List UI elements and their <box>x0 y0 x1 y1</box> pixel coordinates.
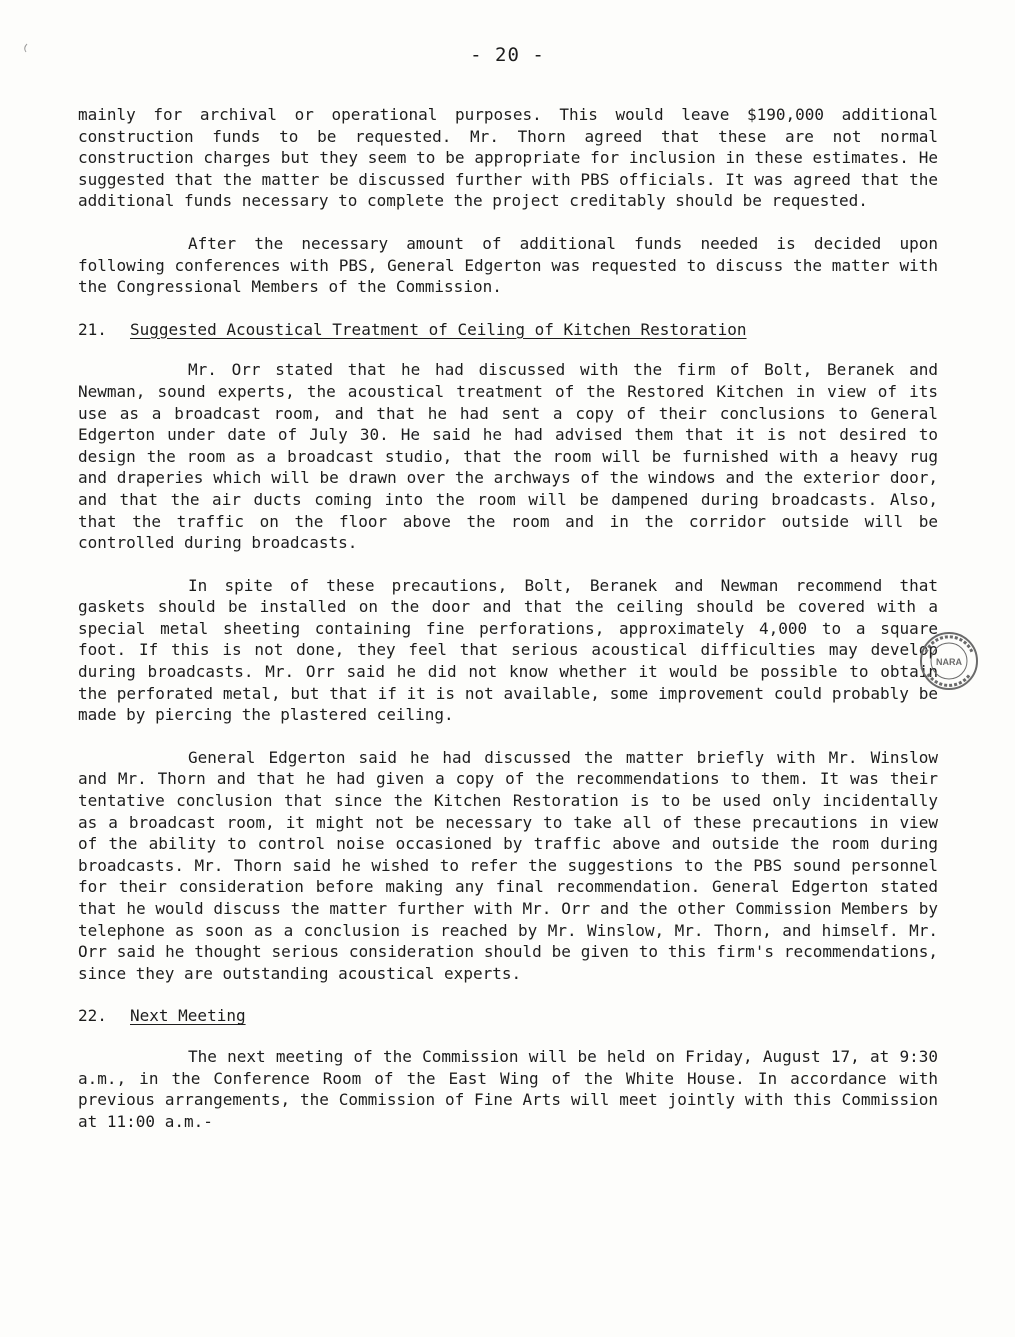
section-21-heading <box>78 319 938 341</box>
section-22-number: 22. <box>78 1006 107 1026</box>
page-number: - 20 - <box>470 44 545 66</box>
funds-followup-paragraph: After the necessary amount of additional funds needed is decided upon following conferences with PBS, General Edgerton was requested to discuss the matter with the Congressional Members of the Commission. <box>78 233 938 297</box>
section-21-paragraph-3: General Edgerton said he had discussed the matter briefly with Mr. Winslow and Mr. Thorn and that he had given a copy of the recommendations to them. It was their tentative conclusion that since the Kitchen Restoration is to be used only incidentally as a broadcast room, it might not be necessary to take all of these precautions in view of the ability to control noise occasioned by traffic above and outside the room during broadcasts. Mr. Thorn said he wished to refer the suggestions to the PBS sound personnel for their consideration before making any final recommendation. General Edgerton stated that he would discuss the matter further with Mr. Orr and the other Commission Members by telephone as soon as a conclusion is reached by Mr. Winslow, Mr. Thorn, and himself. Mr. Orr said he thought serious consideration should be given to this firm's recommendations, since they are outstanding acoustical experts. <box>78 747 938 983</box>
section-22-paragraph-1: The next meeting of the Commission will be held on Friday, August 17, at 9:30 a.m., in the Conference Room of the East Wing of the White House. In accordance with previous arrangements, the Commission of Fine Arts will meet jointly with this Commission at 11:00 a.m.- <box>78 1046 938 1131</box>
library-stamp-icon <box>918 630 980 692</box>
section-21-paragraph-1: Mr. Orr stated that he had discussed with the firm of Bolt, Beranek and Newman, sound experts, the acoustical treatment of the Restored Kitchen in view of its use as a broadcast room, and that he had sent a copy of their conclusions to General Edgerton under date of July 30. He said he had advised them that it is not desired to design the room as a broadcast studio, that the room will be furnished with a heavy rug and draperies which will be drawn over the archways of the windows and the exterior door, and that the air ducts coming into the room will be dampened during broadcasts. Also, that the traffic on the floor above the room and in the corridor outside will be controlled during broadcasts. <box>78 360 938 553</box>
intro-paragraph: mainly for archival or operational purposes. This would leave $190,000 additional construction funds to be requested. Mr. Thorn agreed that these are not normal construction charges but they seem to be appropriate for inclusion in these estimates. He suggested that the matter be discussed further with PBS officials. It was agreed that the additional funds necessary to complete the project creditably should be requested. <box>78 105 938 211</box>
stamp-center-text: NARA <box>936 657 962 667</box>
document-body <box>78 104 938 1153</box>
section-21-paragraph-2: In spite of these precautions, Bolt, Beranek and Newman recommend that gaskets should be installed on the door and that the ceiling should be covered with a special metal sheeting containing fine perforations, approximately 4,000 to a square foot. If this is not done, they feel that serious acoustical difficulties may develop during broadcasts. Mr. Orr said he did not know whether it would be possible to obtain the perforated metal, but that if it is not available, some improvement could probably be made by piercing the plastered ceiling. <box>78 575 938 725</box>
section-21-number: 21. <box>78 319 107 339</box>
section-22-heading <box>78 1005 938 1027</box>
section-21-title: Suggested Acoustical Treatment of Ceiling of Kitchen Restoration <box>130 319 747 339</box>
section-22-title: Next Meeting <box>130 1006 246 1026</box>
